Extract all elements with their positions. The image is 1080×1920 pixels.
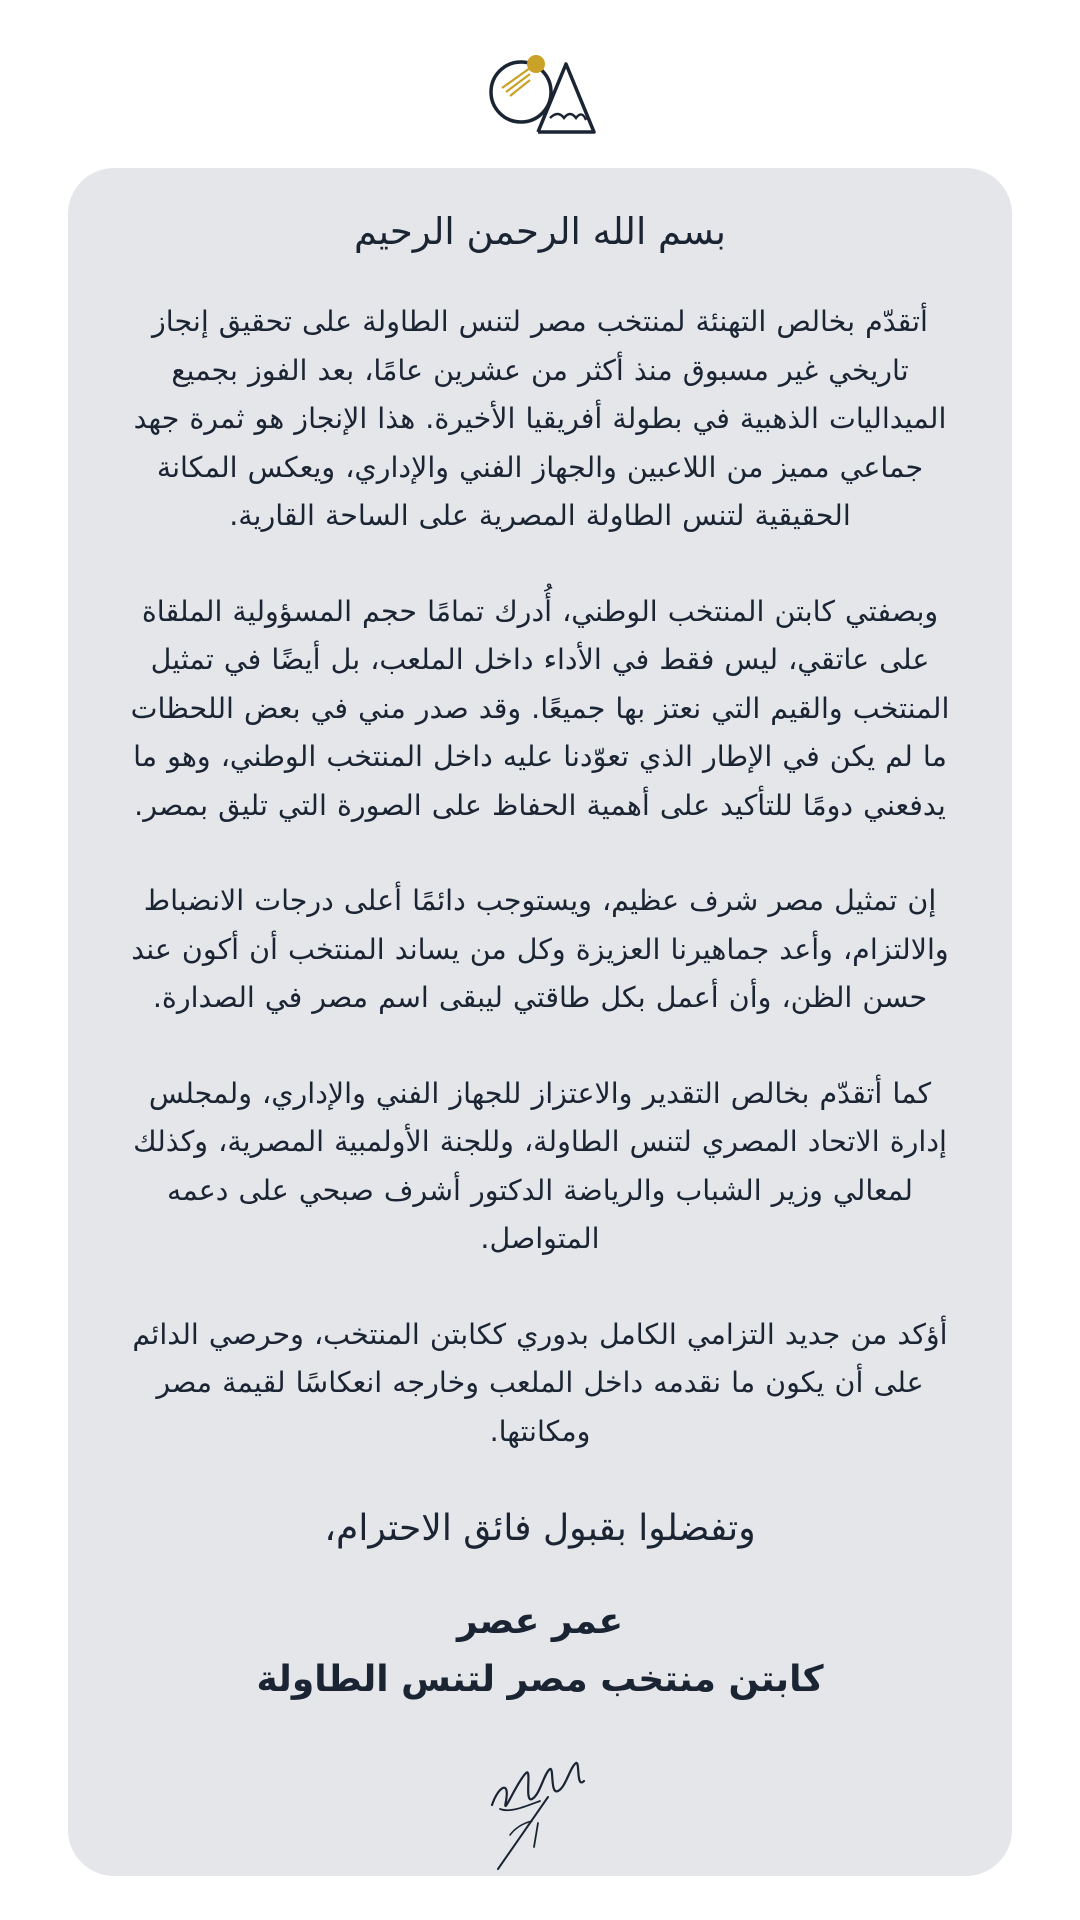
paragraph: أؤكد من جديد التزامي الكامل بدوري ككابتن المنتخب، وحرصي الدائم على أن يكون ما نقدمه داخل الملعب وخارجه انعكاسًا لقيمة مصر ومكانتها. — [132, 1317, 948, 1448]
signer-title: كابتن منتخب مصر لتنس الطاولة — [256, 1659, 824, 1700]
closing-line: وتفضلوا بقبول فائق الاحترام، — [324, 1508, 756, 1549]
basmala: بسم الله الرحمن الرحيم — [354, 210, 726, 253]
logo-gold-dot — [527, 55, 545, 73]
paragraph: أتقدّم بخالص التهنئة لمنتخب مصر لتنس الطاولة على تحقيق إنجاز تاريخي غير مسبوق منذ أكثر من عشرين عامًا، بعد الفوز بجميع الميداليات الذهبية في بطولة أفريقيا الأخيرة. هذا الإنجاز هو ثمرة جهد جماعي مميز من اللاعبين والجهاز الفني والإداري، ويعكس المكانة الحقيقية لتنس الطاولة المصرية على الساحة القارية. — [133, 305, 947, 532]
signer-name: عمر عصر — [456, 1601, 624, 1642]
letter-card — [68, 168, 1012, 1876]
logo-circle — [491, 62, 551, 122]
paragraph: إن تمثيل مصر شرف عظيم، ويستوجب دائمًا أعلى درجات الانضباط والالتزام، وأعد جماهيرنا العزيزة وكل من يساند المنتخب أن أكون عند حسن الظن، وأن أعمل بكل طاقتي ليبقى اسم مصر في الصدارة. — [131, 884, 949, 1014]
paragraph: وبصفتي كابتن المنتخب الوطني، أُدرك تمامًا حجم المسؤولية الملقاة على عاتقي، ليس فقط في الأداء داخل الملعب، بل أيضًا في تمثيل المنتخب والقيم التي نعتز بها جميعًا. وقد صدر مني في بعض اللحظات ما لم يكن في الإطار الذي تعوّدنا عليه داخل المنتخب الوطني، وهو ما يدفعني دومًا للتأكيد على أهمية الحفاظ على الصورة التي تليق بمصر. — [130, 594, 950, 822]
brand-logo — [480, 48, 608, 140]
paragraph: كما أتقدّم بخالص التقدير والاعتزاز للجهاز الفني والإداري، ولمجلس إدارة الاتحاد المصري لتنس الطاولة، وللجنة الأولمبية المصرية، وكذلك لمعالي وزير الشباب والرياضة الدكتور أشرف صبحي على دعمه المتواصل. — [133, 1076, 947, 1255]
signature — [480, 1743, 600, 1873]
